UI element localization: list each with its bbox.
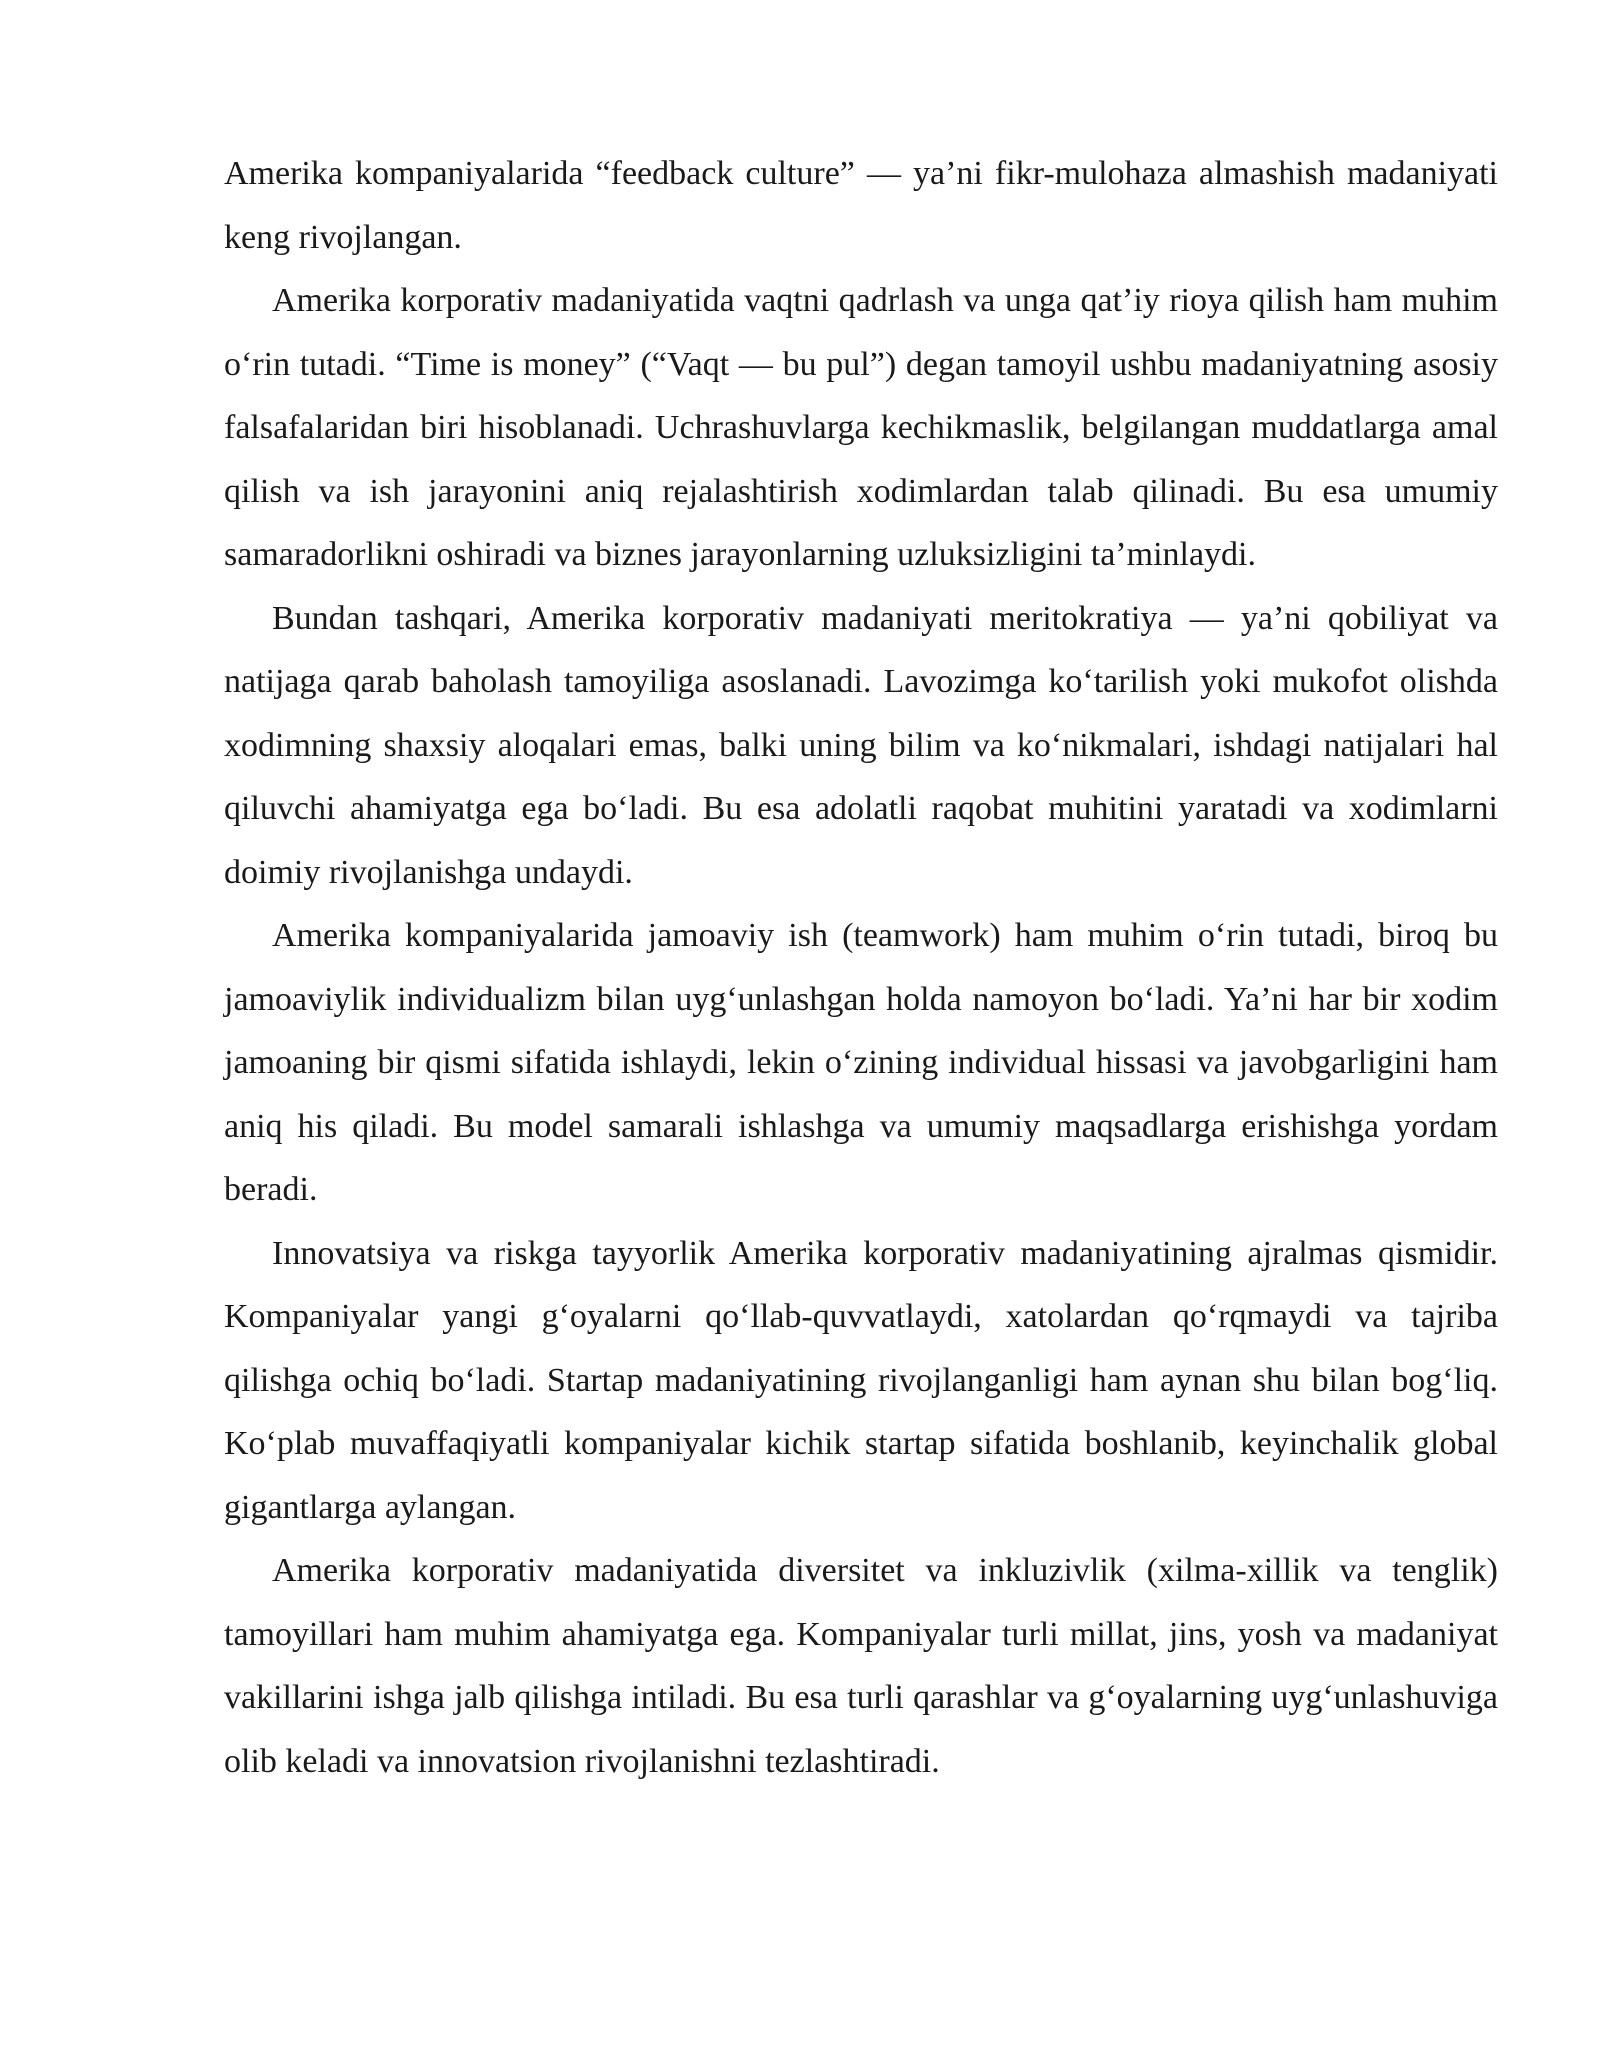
paragraph-time-is-money: Amerika korporativ madaniyatida vaqtni qadrlash va unga qat’iy rioya qilish ham muhim o‘rin tutadi. “Time is money” (“Vaqt — bu pul”) degan tamoyil ushbu madaniyatning asosiy falsafalaridan biri hisoblanadi. Uchrashuvlarga kechikmaslik, belgilangan muddatlarga amal qilish va ish jarayonini aniq rejalashtirish xodimlardan talab qilinadi. Bu esa umumiy samaradorlikni oshiradi va biznes jarayonlarning uzluksizligini ta’minlaydi.: [224, 282, 1498, 573]
paragraph-diversity: Amerika korporativ madaniyatida diversitet va inkluzivlik (xilma-xillik va tenglik) tamoyillari ham muhim ahamiyatga ega. Kompaniyalar turli millat, jins, yosh va madaniyat vakillarini ishga jalb qilishga intiladi. Bu esa turli qarashlar va g‘oyalarning uyg‘unlashuviga olib keladi va innovatsion rivojlanishni tezlashtiradi.: [224, 1552, 1498, 1780]
paragraph-teamwork: Amerika kompaniyalarida jamoaviy ish (teamwork) ham muhim o‘rin tutadi, biroq bu jamoaviylik individualizm bilan uyg‘unlashgan holda namoyon bo‘ladi. Ya’ni har bir xodim jamoaning bir qismi sifatida ishlaydi, lekin o‘zining individual hissasi va javobgarligini ham aniq his qiladi. Bu model samarali ishlashga va umumiy maqsadlarga erishishga yordam beradi.: [224, 917, 1498, 1208]
paragraph-innovation: Innovatsiya va riskga tayyorlik Amerika korporativ madaniyatining ajralmas qismidir. Kompaniyalar yangi g‘oyalarni qo‘llab-quvvatlaydi, xatolardan qo‘rqmaydi va tajriba qilishga ochiq bo‘ladi. Startap madaniyatining rivojlanganligi ham aynan shu bilan bog‘liq. Ko‘plab muvaffaqiyatli kompaniyalar kichik startap sifatida boshlanib, keyinchalik global gigantlarga aylangan.: [224, 1234, 1498, 1526]
paragraph-meritocracy: Bundan tashqari, Amerika korporativ madaniyati meritokratiya — ya’ni qobiliyat va natijaga qarab baholash tamoyiliga asoslanadi. Lavozimga ko‘tarilish yoki mukofot olishda xodimning shaxsiy aloqalari emas, balki uning bilim va ko‘nikmalari, ishdagi natijalari hal qiluvchi ahamiyatga ega bo‘ladi. Bu esa adolatli raqobat muhitini yaratadi va xodimlarni doimiy rivojlanishga undaydi.: [224, 599, 1498, 891]
paragraph-feedback-culture: Amerika kompaniyalarida “feedback culture” — ya’ni fikr-mulohaza almashish madaniyati keng rivojlangan.: [224, 155, 1498, 256]
body-text: [224, 142, 1498, 1793]
